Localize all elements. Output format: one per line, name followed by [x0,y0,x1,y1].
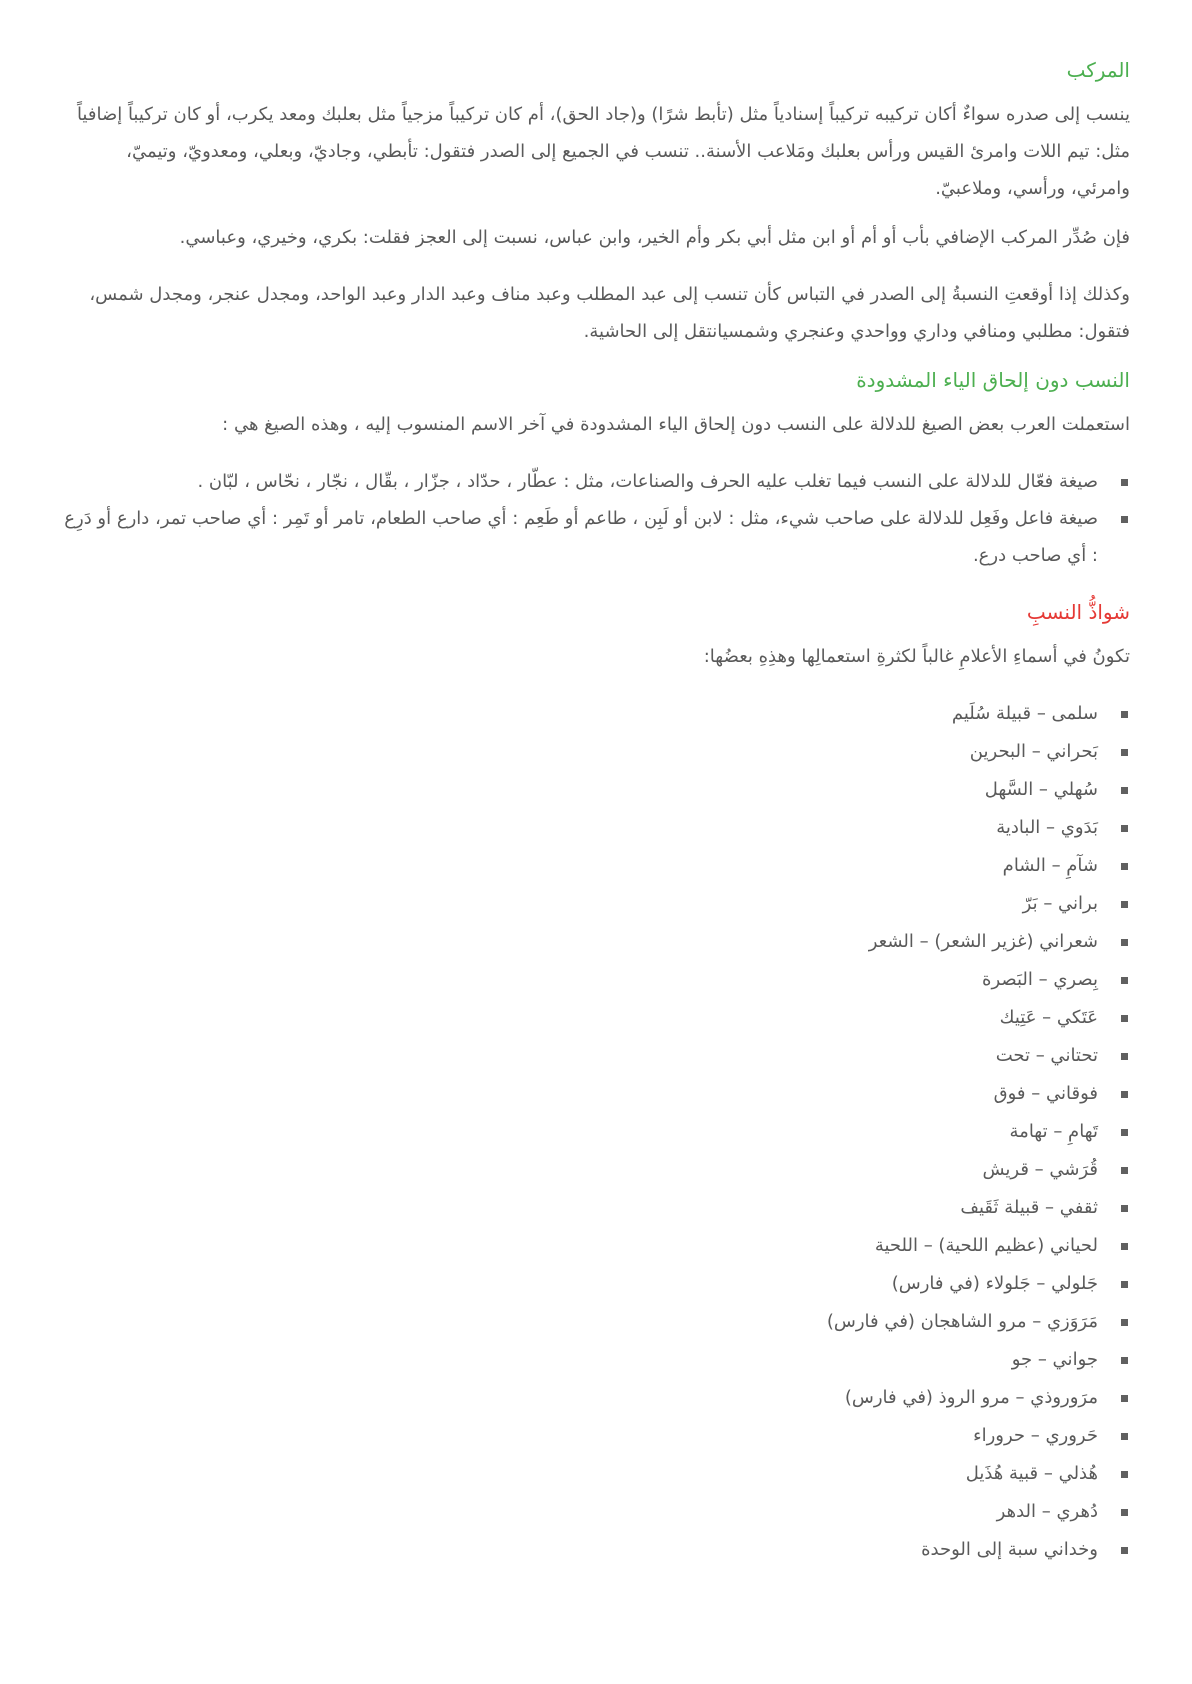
list-item: صيغة فعّال للدلالة على النسب فيما تغلب عليه الحرف والصناعات، مثل : عطّار ، حدّاد ، جزّار ، بقّال ، نجّار ، نحّاس ، لبّان . [62,463,1098,500]
list-item: صيغة فاعل وفَعِل للدلالة على صاحب شيء، مثل : لابن أو لَبِن ، طاعم أو طَعِم : أي صاحب الطعام، تامر أو تَمِر : أي صاحب تمر، دارع أو دَرِع : أي صاحب درع. [62,500,1098,574]
list-item: شآمِ – الشام [62,847,1098,885]
paragraph-compound-1: ينسب إلى صدره سواءٌ أكان تركيبه تركيباً إسنادياً مثل (تأبط شرًا) و(جاد الحق)، أم كان تركيباً مزجياً مثل بعلبك ومعد يكرب، أو كان تركيباً إضافياً مثل: تيم اللات وامرئ القيس ورأس بعلبك ومَلاعب الأسنة.. تنسب في الجميع إلى الصدر فتقول: تأبطي، وجاديّ، وبعلي، ومعدويّ، وتيميّ، وامرئي، ورأسي، وملاعبيّ. [76,104,1130,199]
heading-irregular: شواذُّ النسبِ [1026,600,1130,624]
list-irregular [62,695,1130,1569]
list-item: تحتاني – تحت [62,1037,1098,1075]
list-item: بَدَوي – البادية [62,809,1098,847]
paragraph-irregular-intro: تكونُ في أسماءِ الأعلامِ غالباً لكثرةِ استعمالِها وهذِهِ بعضُها: [703,646,1130,667]
list-item: وخداني سبة إلى الوحدة [62,1531,1098,1569]
heading-no-ya: النسب دون إلحاق الياء المشدودة [856,368,1130,392]
list-item: براني – بَرّ [62,885,1098,923]
heading-compound: المركب [1066,58,1130,82]
list-item: حَروري – حروراء [62,1417,1098,1455]
paragraph-compound-2: فإن صُدِّر المركب الإضافي بأب أو أم أو ابن مثل أبي بكر وأم الخير، وابن عباس، نسبت إلى العجز فقلت: بكري، وخيري، وعباسي. [179,227,1130,248]
list-item: لحياني (عظيم اللحية) – اللحية [62,1227,1098,1265]
list-item: سلمى – قبيلة سُلَيم [62,695,1098,733]
list-item: ثقفي – قبيلة ثَقَيف [62,1189,1098,1227]
list-item: مرَوروذي – مرو الروذ (في فارس) [62,1379,1098,1417]
list-item: هُذلي – قبية هُذَيل [62,1455,1098,1493]
list-item: فوقاني – فوق [62,1075,1098,1113]
paragraph-compound-3: وكذلك إذا أوقعتِ النسبةُ إلى الصدر في التباس كأن تنسب إلى عبد المطلب وعبد مناف وعبد الدار وعبد الواحد، ومجدل عنجر، ومجدل شمس، فتقول: مطلبي ومنافي وداري وواحدي وعنجري وشمسيانتقل إلى الحاشية. [89,284,1130,342]
list-item: مَرَوَزي – مرو الشاهجان (في فارس) [62,1303,1098,1341]
paragraph-no-ya-intro: استعملت العرب بعض الصيغ للدلالة على النسب دون إلحاق الياء المشدودة في آخر الاسم المنسوب إليه ، وهذه الصيغ هي : [222,414,1130,435]
list-item: سُهلي – السَّهل [62,771,1098,809]
list-item: جَلولي – جَلولاء (في فارس) [62,1265,1098,1303]
list-item: عَتَكي – عَتِيك [62,999,1098,1037]
list-item: شعراني (غزير الشعر) – الشعر [62,923,1098,961]
list-item: دُهري – الدهر [62,1493,1098,1531]
list-item: تَهامِ – تهامة [62,1113,1098,1151]
list-item: قُرَشي – قريش [62,1151,1098,1189]
list-item: بِصري – البَصرة [62,961,1098,999]
list-item: جواني – جو [62,1341,1098,1379]
list-no-ya [62,463,1130,574]
list-item: بَحراني – البحرين [62,733,1098,771]
